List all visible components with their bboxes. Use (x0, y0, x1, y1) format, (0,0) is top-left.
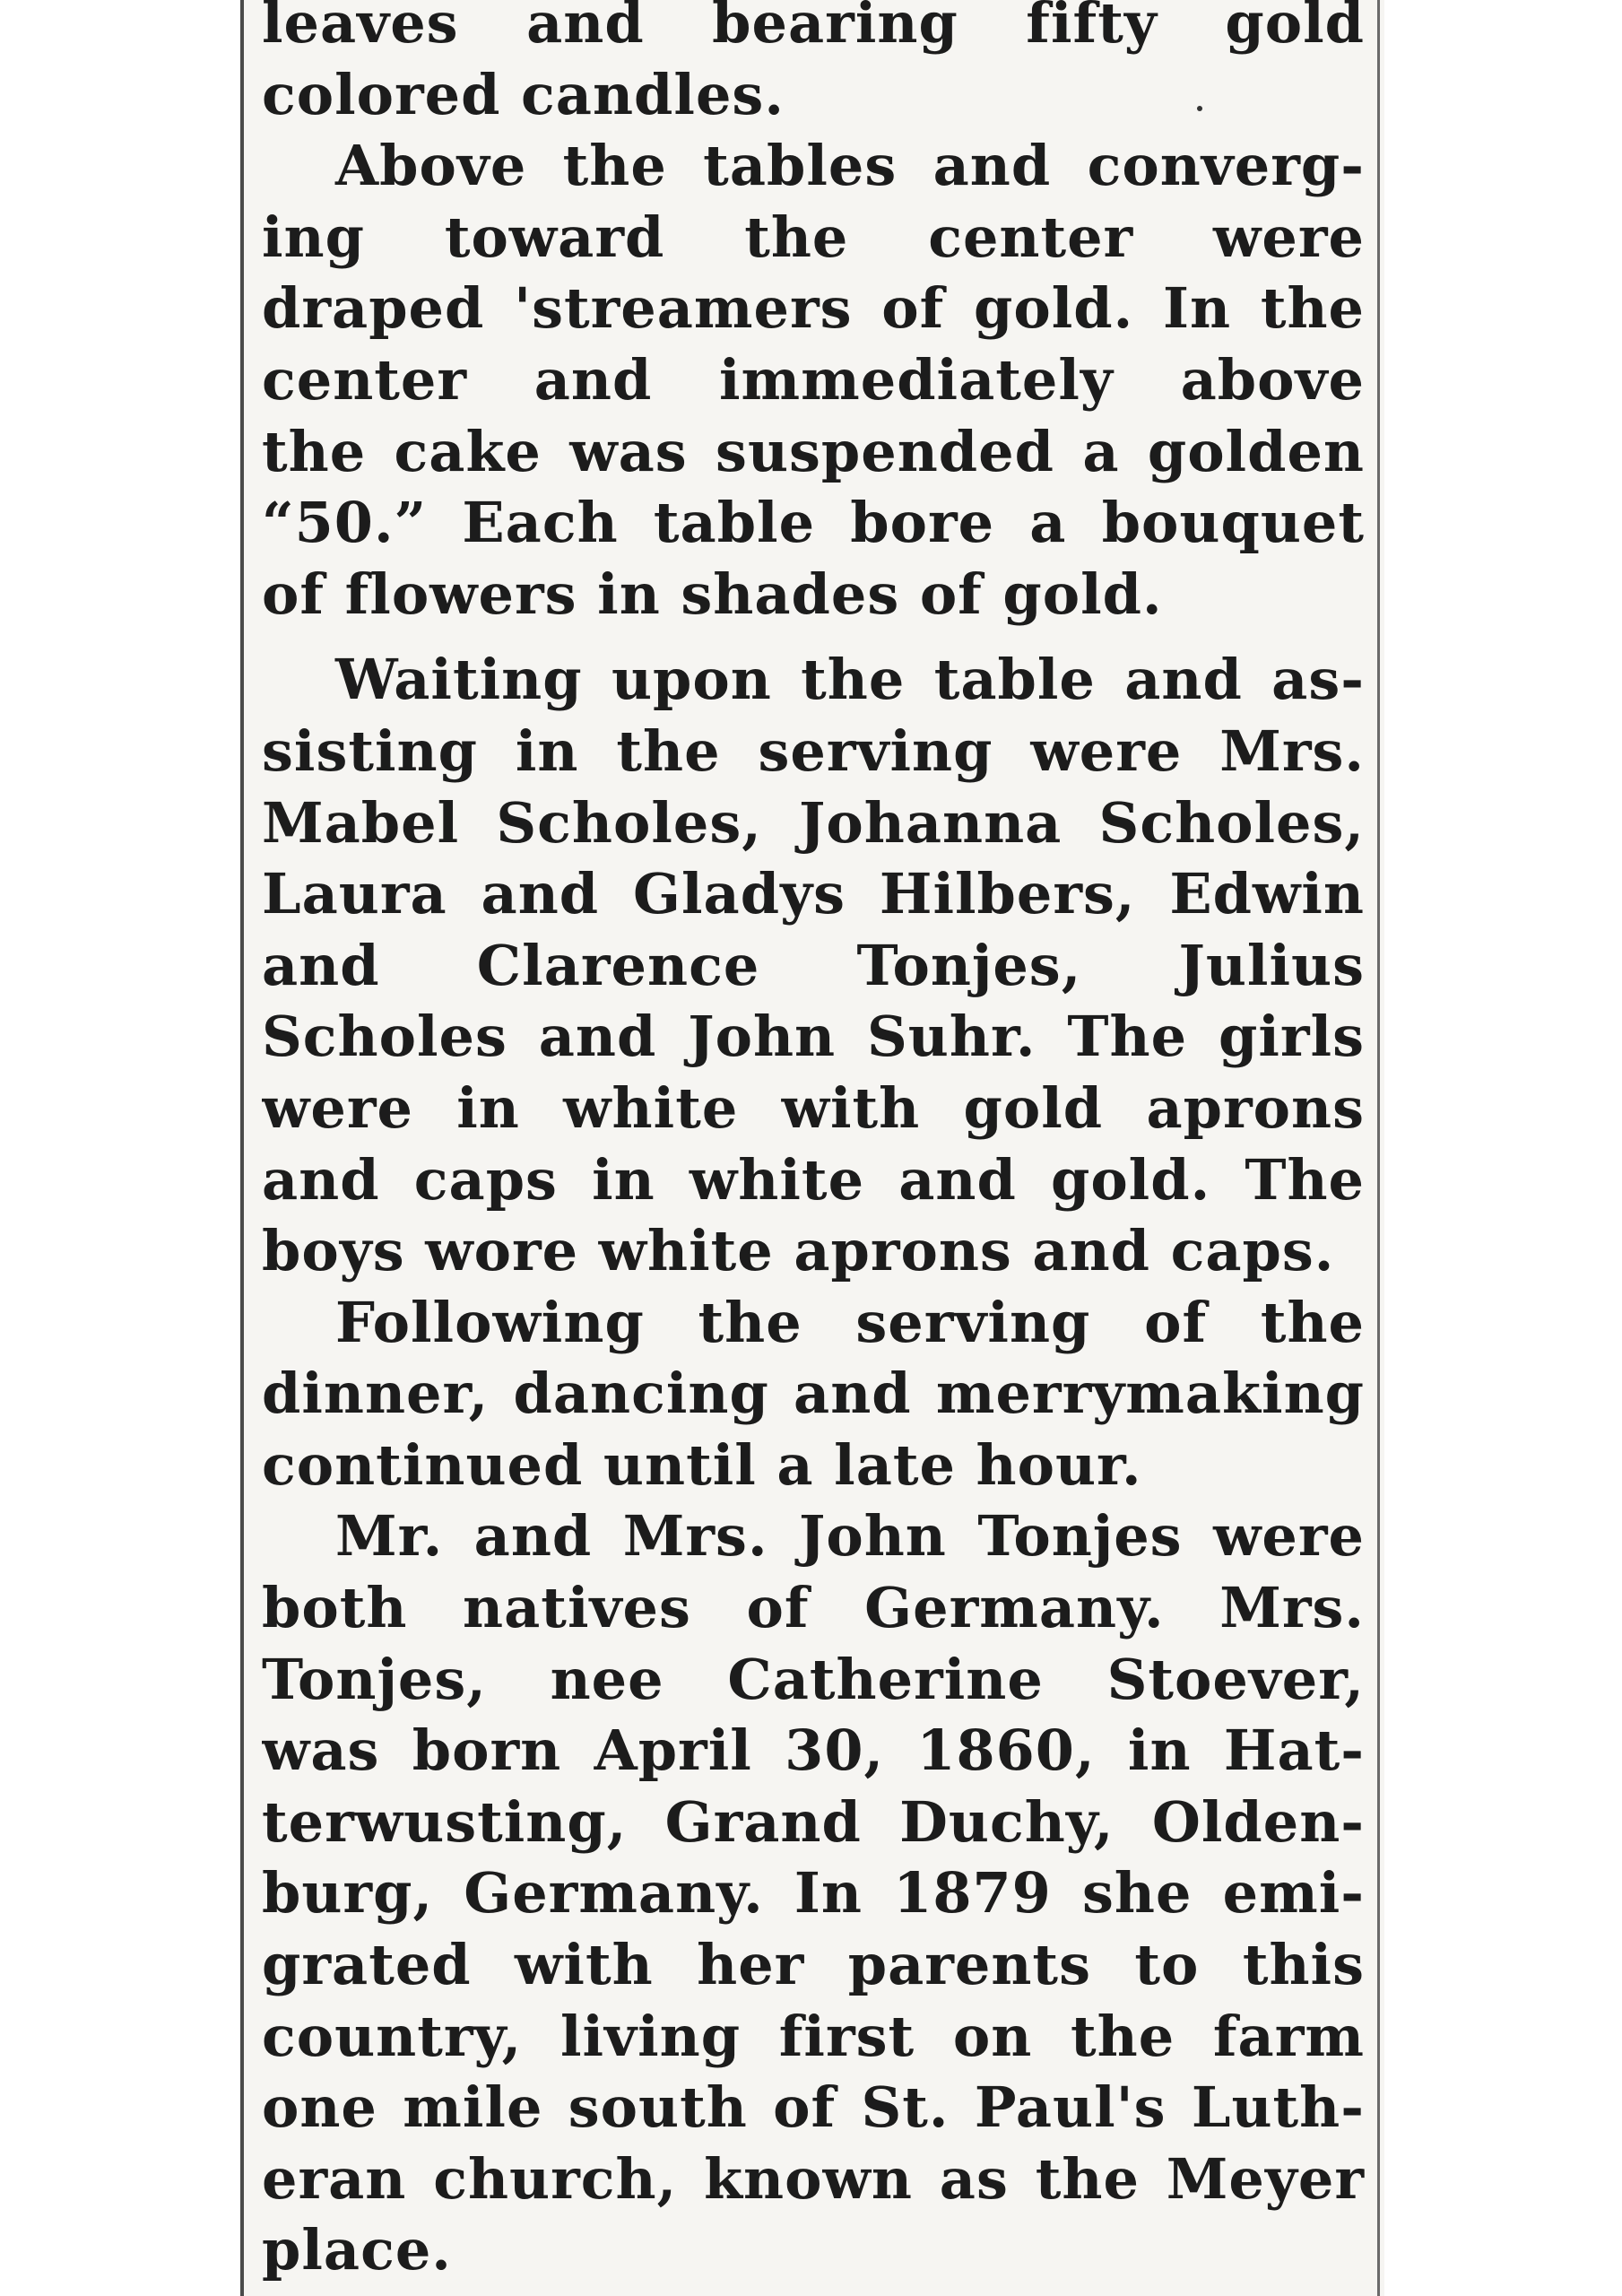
text-line: place. (262, 2217, 452, 2283)
text-line: leaves and bearing fifty gold (262, 0, 1365, 56)
text-line: Laura and Gladys Hilbers, Edwin (262, 861, 1365, 927)
paragraph-biography (262, 1500, 1365, 2286)
text-line: center and immediately above (262, 346, 1365, 413)
text-line: were in white with gold aprons (262, 1074, 1365, 1141)
paragraph-serving (262, 644, 1365, 1286)
text-line: both natives of Germany. Mrs. (262, 1575, 1365, 1641)
text-line: Mabel Scholes, Johanna Scholes, (262, 789, 1365, 856)
column-rule-left (240, 0, 244, 2296)
text-line: terwusting, Grand Duchy, Olden- (262, 1788, 1365, 1855)
text-line: Waiting upon the table and as- (335, 647, 1365, 713)
text-line: dinner, dancing and merrymaking (262, 1361, 1365, 1427)
paragraph-candles (262, 0, 1365, 130)
paragraph-dancing (262, 1287, 1365, 1501)
article-column (262, 0, 1365, 2286)
text-line: eran church, known as the Meyer (262, 2145, 1365, 2212)
text-line: one mile south of St. Paul's Luth- (262, 2074, 1365, 2141)
text-line: country, living first on the farm (262, 2003, 1365, 2069)
text-line: burg, Germany. In 1879 she emi- (262, 1860, 1365, 1926)
text-line: continued until a late hour. (262, 1431, 1142, 1498)
text-line: Mr. and Mrs. John Tonjes were (335, 1503, 1365, 1570)
text-line: and caps in white and gold. The (262, 1146, 1365, 1213)
text-line: boys wore white aprons and caps. (262, 1218, 1335, 1284)
text-line: was born April 30, 1860, in Hat- (262, 1718, 1365, 1784)
text-line: Above the tables and converg- (335, 133, 1365, 199)
paragraph-decorations (262, 130, 1365, 630)
text-line: sisting in the serving were Mrs. (262, 718, 1365, 784)
text-line: grated with her parents to this (262, 1932, 1365, 1998)
text-line: colored candles. (262, 61, 785, 127)
text-line: of flowers in shades of gold. (262, 561, 1163, 627)
text-line: Tonjes, nee Catherine Stoever, (262, 1646, 1365, 1712)
text-line: the cake was suspended a golden (262, 418, 1365, 484)
text-line: Scholes and John Suhr. The girls (262, 1004, 1365, 1070)
text-line: “50.” Each table bore a bouquet (262, 490, 1365, 556)
column-rule-right (1377, 0, 1380, 2296)
text-line: draped 'streamers of gold. In the (262, 275, 1365, 342)
text-line: and Clarence Tonjes, Julius (262, 932, 1365, 998)
text-line: ing toward the center were (262, 204, 1365, 270)
text-line: Following the serving of the (335, 1289, 1365, 1355)
